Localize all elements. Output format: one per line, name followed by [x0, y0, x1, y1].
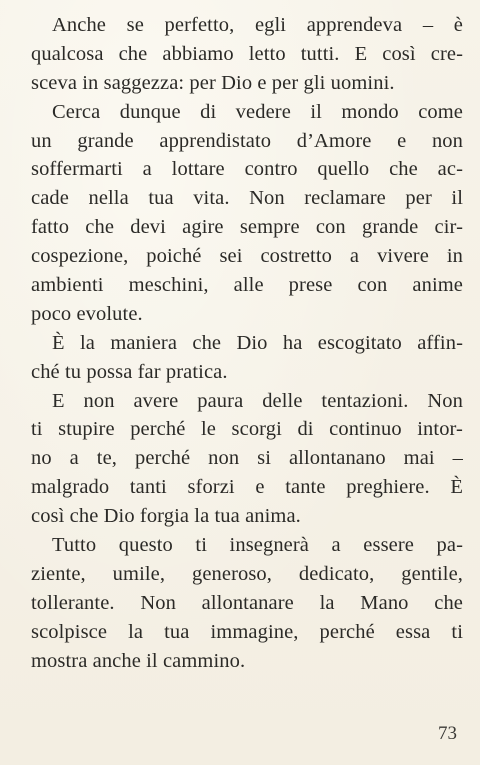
text-line: Tutto questo ti insegnerà a essere pa-: [52, 534, 463, 557]
text-line: scolpisce la tua immagine, perché essa ti: [31, 620, 463, 643]
text-line: Cerca dunque di vedere il mondo come: [52, 100, 463, 123]
text-line: ti stupire perché le scorgi di continuo intor-: [31, 418, 463, 441]
paragraph-1: [31, 11, 463, 98]
paragraph-5: [31, 531, 463, 675]
text-line: cospezione, poiché sei costretto a vivere in: [31, 245, 463, 268]
text-line: ambienti meschini, alle prese con anime: [31, 274, 463, 297]
text-line: così che Dio forgia la tua anima.: [31, 505, 301, 528]
paragraph-2: [31, 98, 463, 329]
text-line: no a te, perché non si allontanano mai –: [31, 447, 463, 470]
text-line: qualcosa che abbiamo letto tutti. E così cre-: [31, 42, 463, 65]
text-line: poco evolute.: [31, 302, 143, 325]
page-number: 73: [438, 723, 457, 744]
paragraph-4: [31, 387, 463, 531]
text-line: Anche se perfetto, egli apprendeva – è: [52, 14, 463, 36]
text-line: soffermarti a lottare contro quello che ac-: [31, 158, 463, 181]
text-line: malgrado tanti sforzi e tante preghiere. È: [31, 476, 463, 499]
text-line: È la maniera che Dio ha escogitato affin-: [52, 331, 463, 354]
body-text: [31, 11, 463, 675]
text-line: ziente, umile, generoso, dedicato, gentile,: [31, 562, 463, 585]
text-line: tollerante. Non allontanare la Mano che: [31, 591, 463, 614]
text-line: ché tu possa far pratica.: [31, 360, 228, 383]
text-line: E non avere paura delle tentazioni. Non: [52, 389, 463, 412]
text-line: cade nella tua vita. Non reclamare per il: [31, 187, 463, 210]
text-line: un grande apprendistato d’Amore e non: [31, 129, 463, 152]
paragraph-3: [31, 329, 463, 387]
text-line: sceva in saggezza: per Dio e per gli uomini.: [31, 71, 395, 94]
text-line: fatto che devi agire sempre con grande cir-: [31, 216, 463, 239]
text-line: mostra anche il cammino.: [31, 649, 246, 672]
